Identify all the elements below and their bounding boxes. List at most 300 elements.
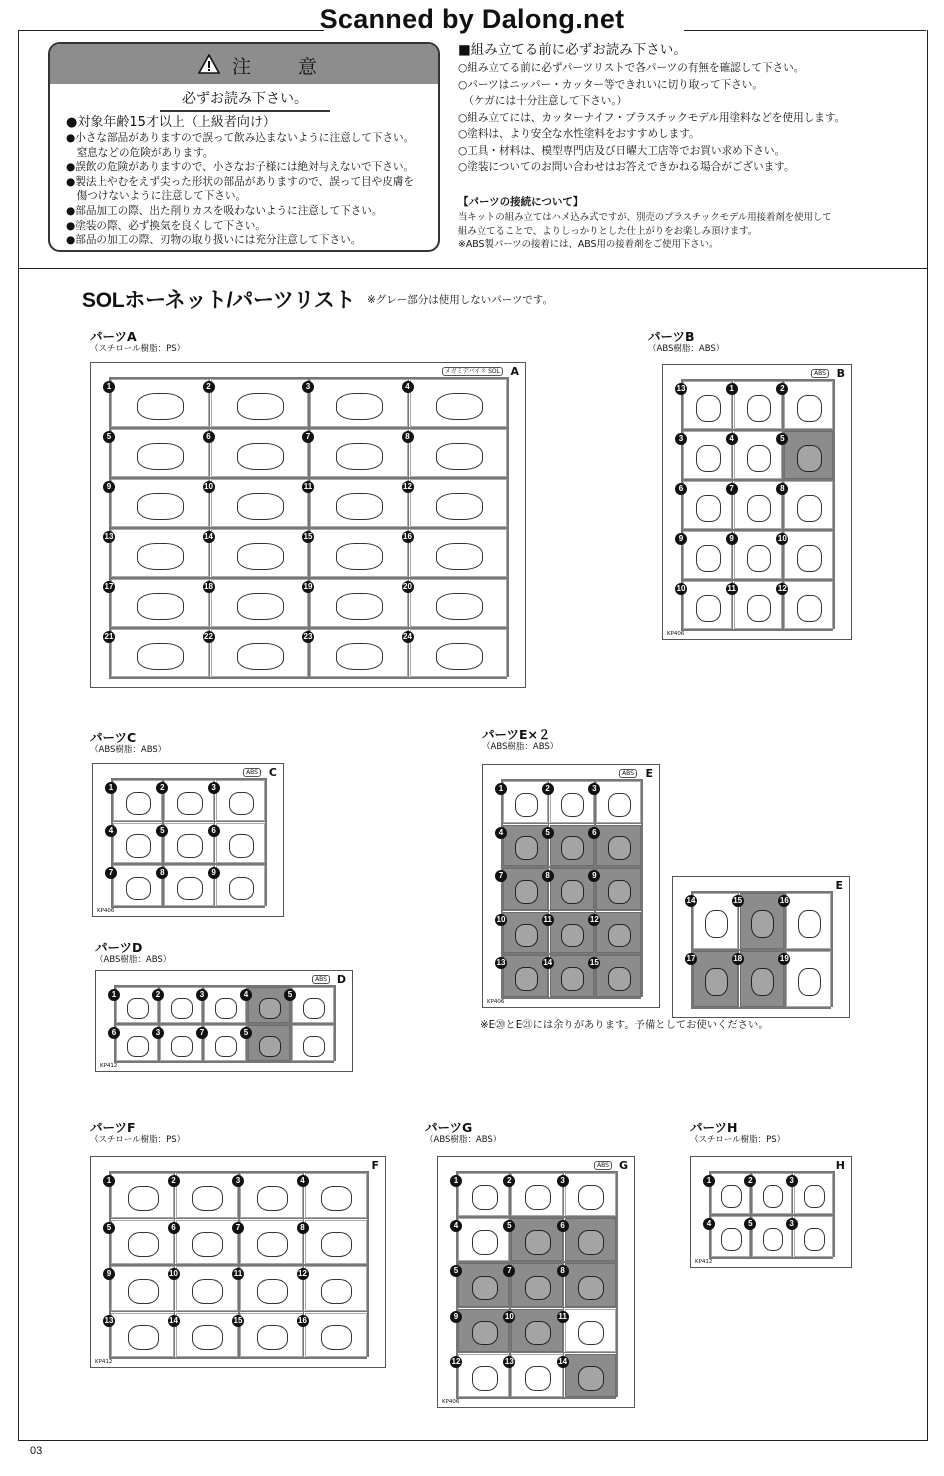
sprue-cell	[565, 1354, 616, 1397]
sprue-cell	[310, 479, 408, 527]
plastic-part	[578, 1230, 604, 1255]
part-number: 3	[196, 989, 208, 1001]
sprue-cell	[784, 581, 833, 629]
part-number: 18	[733, 954, 743, 963]
plastic-part	[237, 493, 284, 520]
part-number: 2	[203, 381, 215, 393]
sprue-cell	[503, 955, 548, 997]
plastic-part	[259, 1036, 281, 1057]
part-number: 4	[726, 433, 738, 445]
part-number: 4	[402, 381, 414, 393]
plastic-part	[321, 1232, 352, 1257]
plastic-part	[696, 445, 721, 472]
sprue-cell	[511, 1218, 562, 1261]
part-number: 15	[589, 958, 599, 968]
sprue-b-material: （ABS樹脂：ABS）	[648, 344, 725, 354]
plastic-part	[797, 445, 822, 472]
plastic-part	[608, 967, 631, 991]
plastic-part	[578, 1366, 604, 1391]
part-number: 8	[557, 1265, 569, 1277]
plastic-part	[705, 968, 728, 996]
plastic-part	[747, 545, 772, 572]
sprue-g-name: パーツG	[425, 1120, 473, 1135]
sprue-cell	[111, 579, 209, 627]
sprue-e-name: パーツE×２	[482, 727, 551, 742]
sprue-cell	[511, 1309, 562, 1352]
preparation-item: ○パーツはニッパー・カッター等できれいに切り取って下さい。	[458, 78, 763, 91]
sprue-cell	[176, 1313, 239, 1358]
plastic-part	[608, 924, 631, 948]
part-number: 14	[204, 532, 213, 541]
sprue-cell	[458, 1309, 509, 1352]
plastic-part	[259, 998, 281, 1019]
plastic-part	[578, 1321, 604, 1346]
part-number: 9	[208, 867, 220, 879]
sprue-cell	[111, 529, 209, 577]
part-number: 14	[169, 1315, 178, 1325]
part-number: 2	[168, 1175, 180, 1187]
plastic-part	[797, 395, 822, 422]
runner-rail	[265, 778, 267, 906]
sprue-cell	[596, 781, 641, 823]
plastic-part	[747, 495, 772, 522]
sprue-cell	[111, 479, 209, 527]
sprue-letter: H	[835, 1159, 845, 1172]
part-number: 12	[298, 1269, 307, 1278]
sprue-cell	[111, 1173, 174, 1218]
plastic-part	[192, 1186, 223, 1211]
part-number: 4	[450, 1220, 462, 1232]
sprue-code: KP406	[667, 631, 685, 637]
part-number: 8	[297, 1222, 309, 1234]
caution-item: ●製法上やむをえず尖った形状の部品がありますので、誤って目や皮膚を	[66, 175, 415, 188]
sprue-cell	[683, 581, 732, 629]
part-number: 17	[104, 582, 114, 591]
caution-item: ●部品の加工の際、刃物の取り扱いには充分注意して下さい。	[66, 234, 362, 247]
runner-rail	[833, 379, 835, 629]
runner-rail	[507, 377, 509, 677]
part-number: 6	[208, 825, 220, 837]
part-number: 5	[450, 1265, 462, 1277]
plastic-part	[137, 643, 184, 670]
part-number: 10	[676, 584, 686, 593]
sprue-cell	[310, 429, 408, 477]
sprue-cell	[410, 429, 508, 477]
part-number: 6	[108, 1027, 120, 1039]
plastic-part	[561, 967, 584, 991]
sprue-code: KP412	[100, 1063, 118, 1069]
sprue-cell	[310, 529, 408, 577]
part-number: 12	[403, 482, 412, 491]
sprue-d-name: パーツD	[95, 940, 143, 955]
plastic-part	[798, 910, 821, 938]
plastic-part	[137, 493, 184, 520]
runner-rail	[367, 1171, 369, 1357]
sprue-cell	[503, 825, 548, 867]
sprue-cell	[211, 579, 309, 627]
sprue-cell	[310, 579, 408, 627]
part-number: 9	[726, 533, 738, 545]
sprue-cell	[240, 1313, 303, 1358]
plastic-part	[525, 1321, 551, 1346]
plastic-part	[336, 593, 383, 620]
preparation-item: ○組み立てる前に必ずパーツリストで各パーツの有無を確認して下さい。	[458, 62, 805, 74]
plastic-part	[126, 834, 151, 857]
preparation-notes	[458, 40, 908, 176]
caution-list	[66, 114, 436, 248]
part-number: 3	[675, 433, 687, 445]
part-number: 5	[503, 1220, 515, 1232]
sprue-cell	[410, 579, 508, 627]
sprue-cell	[458, 1354, 509, 1397]
plastic-part	[608, 836, 631, 860]
part-number: 14	[558, 1356, 568, 1366]
sprue-cell	[113, 780, 162, 821]
plastic-part	[436, 593, 483, 620]
plastic-part	[336, 493, 383, 520]
sprue-cell	[734, 531, 783, 579]
runner-rail	[334, 985, 336, 1061]
part-number: 11	[543, 914, 552, 924]
part-number: 13	[676, 384, 686, 393]
plastic-part	[696, 595, 721, 622]
part-number: 2	[744, 1175, 756, 1187]
sprue-cell	[683, 381, 732, 429]
sprue-cell	[410, 529, 508, 577]
sprue-h-diagram	[690, 1156, 852, 1268]
part-number: 16	[403, 532, 412, 541]
plastic-part	[171, 998, 193, 1019]
part-number: 5	[240, 1027, 252, 1039]
preparation-heading: ■組み立てる前に必ずお読み下さい。	[458, 42, 687, 58]
sprue-cell	[683, 431, 732, 479]
part-number: 3	[302, 381, 314, 393]
part-number: 20	[403, 582, 412, 591]
preparation-item: ○塗料は、より安全な水性塗料をおすすめします。	[458, 128, 700, 140]
part-number: 19	[303, 582, 313, 591]
sprue-a-diagram	[90, 362, 526, 688]
runner-rail	[831, 891, 833, 1007]
part-number: 2	[503, 1175, 515, 1187]
plastic-part	[321, 1186, 352, 1211]
sprue-cell	[164, 865, 213, 906]
plastic-part	[137, 393, 184, 420]
part-number: 2	[776, 383, 788, 395]
sprue-letter: F	[371, 1159, 379, 1172]
part-number: 1	[495, 783, 507, 795]
part-number: 10	[504, 1311, 514, 1321]
sprue-cell	[458, 1173, 509, 1216]
plastic-part	[515, 967, 538, 991]
sprue-cell	[216, 823, 265, 864]
sprue-cell	[305, 1220, 368, 1265]
sprue-c-diagram	[92, 763, 284, 917]
sprue-cell	[176, 1173, 239, 1218]
sprue-cell	[292, 987, 334, 1023]
plastic-part	[177, 792, 202, 815]
sprue-c-name: パーツC	[90, 730, 137, 745]
part-number: 14	[543, 958, 553, 968]
part-number: 19	[779, 954, 789, 963]
part-number: 11	[233, 1269, 243, 1278]
header-divider	[18, 268, 928, 269]
part-number: 5	[284, 989, 296, 1001]
part-number: 11	[558, 1311, 567, 1321]
sprue-cell	[305, 1173, 368, 1218]
sprue-f-material: （スチロール樹脂：PS）	[90, 1135, 186, 1145]
sprue-cell	[693, 893, 738, 949]
sprue-cell	[305, 1266, 368, 1311]
plastic-part	[721, 1228, 742, 1252]
sprue-h-material: （スチロール樹脂：PS）	[690, 1135, 786, 1145]
part-number: 4	[297, 1175, 309, 1187]
part-number: 16	[298, 1315, 307, 1325]
plastic-part	[578, 1185, 604, 1210]
part-number: 3	[152, 1027, 164, 1039]
part-number: 13	[504, 1356, 514, 1366]
runner-rail	[109, 677, 507, 679]
sprue-tag: ABS	[243, 768, 261, 777]
plastic-part	[177, 877, 202, 900]
plastic-part	[515, 793, 538, 817]
sprue-g-label	[425, 1121, 501, 1146]
sprue-e-material: （ABS樹脂：ABS）	[482, 742, 559, 752]
sprue-cell	[176, 1220, 239, 1265]
part-number: 12	[777, 584, 787, 593]
caution-item: ●誤飲の危険がありますので、小さなお子様には絶対与えないで下さい。	[66, 161, 415, 174]
sprue-d-diagram	[95, 970, 353, 1072]
joint-notes	[458, 194, 908, 252]
part-number: 1	[450, 1175, 462, 1187]
plastic-part	[472, 1230, 498, 1255]
plastic-part	[472, 1185, 498, 1210]
sprue-cell	[211, 529, 309, 577]
sprue-cell	[113, 865, 162, 906]
runner-rail	[691, 1007, 831, 1009]
joint-heading: 【パーツの接続について】	[458, 196, 584, 208]
plastic-part	[751, 968, 774, 996]
sprue-cell	[794, 1216, 833, 1257]
part-number: 22	[204, 632, 213, 641]
runner-rail	[114, 1061, 334, 1063]
plastic-part	[747, 395, 772, 422]
plastic-part	[525, 1185, 551, 1210]
sprue-cell	[111, 1313, 174, 1358]
sprue-cell	[786, 893, 831, 949]
sprue-cell	[164, 780, 213, 821]
sprue-cell	[216, 780, 265, 821]
plastic-part	[127, 1036, 149, 1057]
sprue-cell	[240, 1220, 303, 1265]
part-number: 2	[542, 783, 554, 795]
part-number: 1	[105, 782, 117, 794]
sprue-cell	[458, 1263, 509, 1306]
part-number: 13	[496, 958, 506, 968]
plastic-part	[321, 1325, 352, 1350]
part-number: 1	[103, 1175, 115, 1187]
part-number: 7	[105, 867, 117, 879]
joint-line: 当キットの組み立てはハメ込み式ですが、別売のプラスチックモデル用接着剤を使用して	[458, 212, 832, 223]
sprue-code: KP412	[695, 1259, 713, 1265]
plastic-part	[561, 880, 584, 904]
plastic-part	[336, 643, 383, 670]
sprue-b-label	[648, 330, 724, 355]
runner-rail	[111, 906, 265, 908]
sprue-tag: メガミデバイス SOL	[442, 367, 503, 376]
sprue-cell	[503, 912, 548, 954]
sprue-cell	[111, 379, 209, 427]
part-number: 9	[588, 870, 600, 882]
plastic-part	[436, 643, 483, 670]
part-number: 1	[703, 1175, 715, 1187]
sprue-cell	[211, 379, 309, 427]
plastic-part	[237, 543, 284, 570]
joint-line: ※ABS製パーツの接着には、ABS用の接着剤をご使用下さい。	[458, 239, 719, 250]
sprue-d-label	[95, 941, 171, 966]
plastic-part	[128, 1279, 159, 1304]
caution-item: ●塗装の際、必ず換気を良くして下さい。	[66, 219, 266, 232]
plastic-part	[561, 836, 584, 860]
sprue-cell	[458, 1218, 509, 1261]
plastic-part	[336, 543, 383, 570]
plastic-part	[696, 395, 721, 422]
sprue-cell	[565, 1218, 616, 1261]
plastic-part	[436, 443, 483, 470]
plastic-part	[192, 1232, 223, 1257]
sprue-cell	[503, 781, 548, 823]
plastic-part	[798, 968, 821, 996]
plastic-part	[126, 792, 151, 815]
part-number: 13	[104, 532, 114, 541]
plastic-part	[237, 393, 284, 420]
plastic-part	[127, 998, 149, 1019]
part-number: 13	[104, 1315, 114, 1325]
part-number: 4	[240, 989, 252, 1001]
plastic-part	[215, 1036, 237, 1057]
sprue-cell	[410, 479, 508, 527]
warning-icon	[198, 54, 220, 74]
plastic-part	[177, 834, 202, 857]
plastic-part	[126, 877, 151, 900]
parts-list-title: SOLホーネット/パーツリスト	[82, 289, 356, 312]
plastic-part	[721, 1185, 742, 1209]
caution-box	[48, 42, 440, 252]
plastic-part	[436, 543, 483, 570]
plastic-part	[472, 1276, 498, 1301]
plastic-part	[797, 545, 822, 572]
parts-list-note: ※グレー部分は使用しないパーツです。	[367, 294, 554, 306]
sprue-cell	[111, 429, 209, 477]
part-number: 6	[675, 483, 687, 495]
sprue-tag: ABS	[811, 369, 829, 378]
sprue-cell	[683, 481, 732, 529]
plastic-part	[237, 593, 284, 620]
plastic-part	[303, 1036, 325, 1057]
sprue-cell	[310, 379, 408, 427]
runner-rail	[109, 1357, 367, 1359]
caution-item: ●小さな部品がありますので誤って飲み込まないように注意して下さい。	[66, 132, 415, 144]
part-number: 5	[156, 825, 168, 837]
part-number: 3	[588, 783, 600, 795]
sprue-cell	[784, 481, 833, 529]
part-number: 10	[496, 914, 506, 924]
plastic-part	[578, 1276, 604, 1301]
sprue-a-material: （スチロール樹脂：PS）	[90, 344, 186, 354]
sprue-a-name: パーツA	[90, 329, 137, 344]
part-number: 5	[542, 827, 554, 839]
plastic-part	[229, 877, 254, 900]
plastic-part	[229, 792, 254, 815]
sprue-cell	[596, 912, 641, 954]
sprue-cell	[410, 629, 508, 677]
sprue-cell	[240, 1173, 303, 1218]
sprue-cell	[305, 1313, 368, 1358]
preparation-item: ○工具・材料は、模型専門店及び日曜大工店等でお買い求め下さい。	[458, 144, 786, 157]
part-number: 9	[103, 481, 115, 493]
sprue-cell	[292, 1025, 334, 1061]
sprue-tag: ABS	[312, 975, 330, 984]
sprue-cell	[111, 1266, 174, 1311]
sprue-cell	[693, 951, 738, 1007]
part-number: 4	[703, 1218, 715, 1230]
sprue-cell	[410, 379, 508, 427]
part-number: 6	[557, 1220, 569, 1232]
part-number: 18	[204, 582, 213, 591]
preparation-item: ○組み立てには、カッターナイフ・プラスチックモデル用塗料などを使用します。	[458, 111, 846, 124]
sprue-cell	[240, 1266, 303, 1311]
plastic-part	[797, 595, 822, 622]
plastic-part	[257, 1325, 288, 1350]
plastic-part	[472, 1321, 498, 1346]
plastic-part	[436, 393, 483, 420]
part-number: 11	[727, 584, 736, 593]
sprue-letter: D	[336, 973, 346, 986]
part-number: 1	[103, 381, 115, 393]
sprue-d-material: （ABS樹脂：ABS）	[95, 955, 172, 965]
caution-item: 窒息などの危険があります。	[66, 146, 214, 159]
part-number: 5	[103, 1222, 115, 1234]
part-number: 3	[786, 1175, 798, 1187]
part-number: 14	[686, 896, 696, 905]
plastic-part	[229, 834, 254, 857]
sprue-e-diagram-lower	[672, 876, 850, 1018]
sprue-e-diagram	[482, 764, 660, 1008]
sprue-letter: A	[510, 365, 519, 378]
part-number: 9	[103, 1268, 115, 1280]
plastic-part	[128, 1232, 159, 1257]
plastic-part	[696, 545, 721, 572]
sprue-code: KP406	[442, 1399, 460, 1405]
part-number: 11	[303, 482, 313, 491]
sprue-cell	[683, 531, 732, 579]
part-number: 7	[495, 870, 507, 882]
plastic-part	[257, 1232, 288, 1257]
runner-rail	[833, 1171, 835, 1257]
part-number: 7	[503, 1265, 515, 1277]
sprue-letter: E	[645, 767, 653, 780]
plastic-part	[436, 493, 483, 520]
sprue-h-name: パーツH	[690, 1120, 738, 1135]
part-number: 3	[557, 1175, 569, 1187]
plastic-part	[137, 593, 184, 620]
sprue-g-material: （ABS樹脂：ABS）	[425, 1135, 502, 1145]
plastic-part	[515, 836, 538, 860]
sprue-cell	[734, 581, 783, 629]
part-number: 12	[451, 1356, 461, 1366]
sprue-cell	[211, 429, 309, 477]
sprue-cell	[734, 431, 783, 479]
plastic-part	[128, 1186, 159, 1211]
